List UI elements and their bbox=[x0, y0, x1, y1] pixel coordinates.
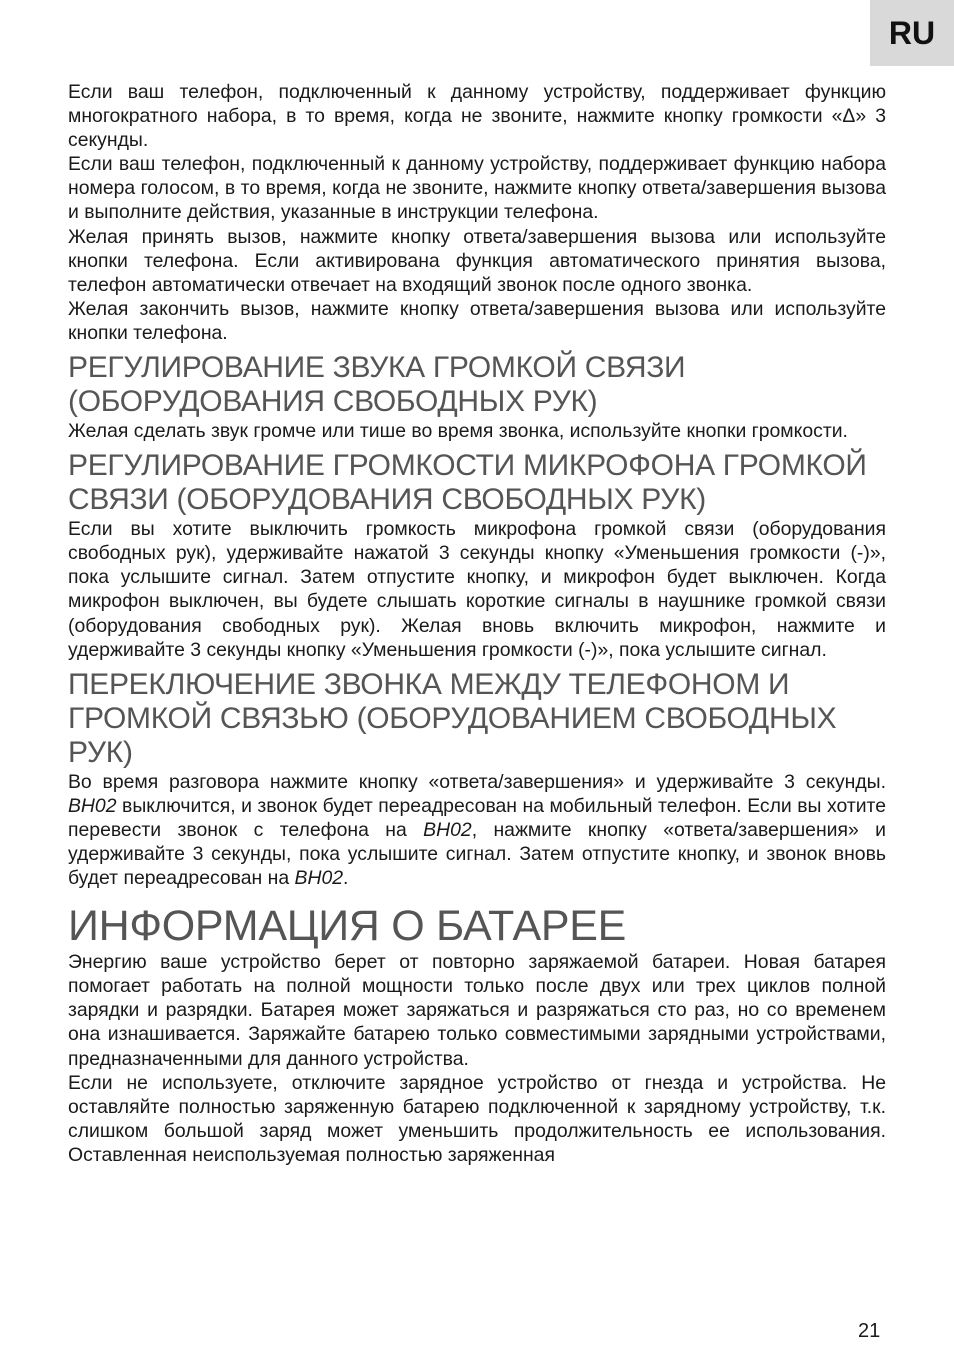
intro-paragraph-2: Если ваш телефон, подключенный к данному устройству, поддерживает функцию набора номера голосом, в то время, когда не звоните, нажмите кнопку ответа/завершения вызова и выполните действия, указанные в инструкции телефона. bbox=[68, 153, 886, 224]
section-heading-mic-volume: РЕГУЛИРОВАНИЕ ГРОМКОСТИ МИКРОФОНА ГРОМКОЙ СВЯЗИ (ОБОРУДОВАНИЯ СВОБОДНЫХ РУК) bbox=[68, 449, 867, 517]
intro-paragraph-3: Желая принять вызов, нажмите кнопку ответа/завершения вызова или используйте кнопки телефона. Если активирована функция автоматического принятия вызова, телефон автоматически отвечает на входящий звонок после одного звонка. bbox=[68, 225, 886, 296]
intro-paragraph-4: Желая закончить вызов, нажмите кнопку ответа/завершения вызова или используйте кнопки телефона. bbox=[68, 297, 886, 344]
model-name: BH02 bbox=[423, 818, 472, 841]
section-body-mic-volume: Если вы хотите выключить громкость микрофона громкой связи (оборудования свободных рук), удерживайте нажатой 3 секунды кнопку «Уменьшения громкости (-)», пока услышите сигнал. Затем отпустите кнопку, и микрофон будет выключен. Когда микрофон выключен, вы будете слышать короткие сигналы в наушнике громкой связи (оборудования свободных рук). Желая вновь включить микрофон, нажмите и удерживайте 3 секунды кнопку «Уменьшения громкости (-)», пока услышите сигнал. bbox=[68, 518, 886, 661]
section-heading-call-transfer: ПЕРЕКЛЮЧЕНИЕ ЗВОНКА МЕЖДУ ТЕЛЕФОНОМ И ГРОМКОЙ СВЯЗЬЮ (ОБОРУДОВАНИЕМ СВОБОДНЫХ РУК) bbox=[68, 667, 837, 769]
battery-info-heading: ИНФОРМАЦИЯ О БАТАРЕЕ bbox=[68, 902, 627, 951]
section-body-speaker-volume: Желая сделать звук громче или тише во время звонка, используйте кнопки громкости. bbox=[68, 420, 848, 443]
transfer-text-d: . bbox=[343, 867, 349, 890]
transfer-text-a: Во время разговора нажмите кнопку «ответа/завершения» и удерживайте 3 секунды. bbox=[68, 770, 886, 793]
model-name: BH02 bbox=[68, 794, 117, 817]
intro-paragraph-1: Если ваш телефон, подключенный к данному устройству, поддерживает функцию многократного набора, в то время, когда не звоните, нажмите кнопку громкости «Δ» 3 секунды. bbox=[68, 81, 886, 152]
page-content bbox=[68, 80, 886, 1167]
language-tab: RU bbox=[870, 0, 954, 66]
battery-paragraph-2: Если не используете, отключите зарядное устройство от гнезда и устройства. Не оставляйте полностью заряженную батарею подключенной к зарядному устройству, т.к. слишком большой заряд может уменьшить продолжительность ее использования. Оставленная неиспользуемая полностью заряженная bbox=[68, 1071, 886, 1166]
page-number: 21 bbox=[858, 1320, 881, 1342]
transfer-text-c: , нажмите кнопку «ответа/завершения» и удерживайте 3 секунды, пока услышите сигнал. Затем отпустите кнопку, и звонок вновь будет переадресован на bbox=[68, 818, 887, 890]
transfer-text-b: выключится, и звонок будет переадресован на мобильный телефон. Если вы хотите перевести звонок с телефона на bbox=[68, 794, 886, 841]
section-heading-speaker-volume: РЕГУЛИРОВАНИЕ ЗВУКА ГРОМКОЙ СВЯЗИ (ОБОРУДОВАНИЯ СВОБОДНЫХ РУК) bbox=[68, 351, 686, 419]
model-name: BH02 bbox=[294, 867, 344, 890]
battery-paragraph-1: Энергию ваше устройство берет от повторно заряжаемой батареи. Новая батарея помогает работать на полной мощности только после двух или трех циклов полной зарядки и разрядки. Батарея может заряжаться и разряжаться сто раз, но со временем она изнашивается. Заряжайте батарею только совместимыми зарядными устройствами, предназначенными для данного устройства. bbox=[68, 951, 886, 1070]
section-body-call-transfer bbox=[68, 770, 886, 890]
